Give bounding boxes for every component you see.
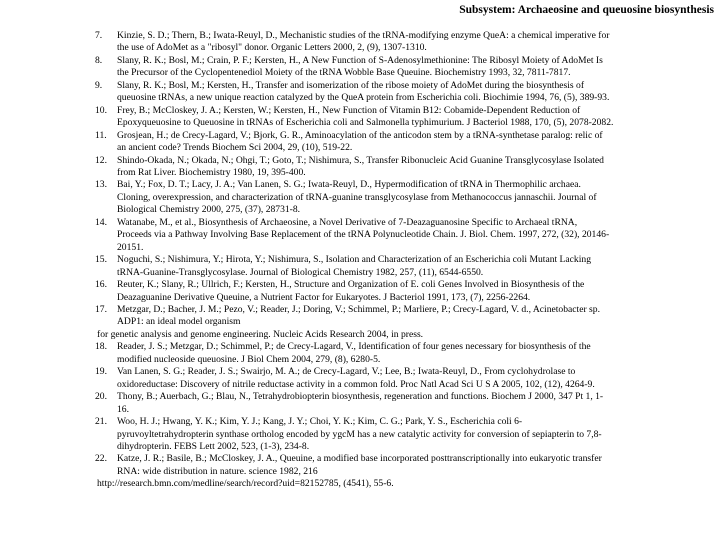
reference-text-line: Frey, B.; McCloskey, J. A.; Kersten, W.; Kersten, H., New Function of Vitamin B12: Cobamide-Dependent Reduction of [117,104,581,116]
reference-item [0,453,714,478]
reference-item [0,130,714,155]
reference-item [0,279,714,304]
reference-text-line: queuosine tRNAs, a new unique reaction catalyzed by the QueA protein from Escherichia coli. Biochimie 1994, 76, (5), 389-93. [117,92,610,104]
reference-number: 12. [95,154,107,166]
reference-continuation-text: for genetic analysis and genome engineering. Nucleic Acids Research 2004, in press. [97,328,424,340]
reference-number: 16. [95,279,107,291]
reference-text-line: tRNA-Guanine-Transglycosylase. Journal of Biological Chemistry 1982, 257, (11), 6544-6550. [117,266,484,278]
reference-text-line: pyruvoyltetrahydropterin synthase ortholog encoded by ygcM has a new catalytic activity for conversion of sepiapterin to 7,8- [117,428,602,440]
reference-number: 13. [95,179,107,191]
reference-text-line: 16. [117,403,129,415]
reference-list [0,30,714,491]
reference-number: 18. [95,341,107,353]
reference-text-line: Metzgar, D.; Bacher, J. M.; Pezo, V.; Reader, J.; Doring, V.; Schimmel, P.; Marliere, P.; Crecy-Lagard, V. d., Acinetobacter sp. [117,303,600,315]
reference-item [0,304,714,329]
reference-text-line: the Precursor of the Cyclopentenediol Moiety of the tRNA Wobble Base Queuine. Biochemistry 1993, 32, 7811-7817. [117,67,571,79]
reference-text-line: oxidoreductase: Discovery of nitrile reductase activity in a common fold. Proc Natl Acad Sci U S A 2005, 102, (12), 4264-9. [117,378,595,390]
reference-number: 17. [95,303,107,315]
reference-text-line: Reuter, K.; Slany, R.; Ullrich, F.; Kersten, H., Structure and Organization of E. coli Genes Involved in Biosynthesis of the [117,279,585,291]
reference-text-line: the use of AdoMet as a "ribosyl" donor. Organic Letters 2000, 2, (9), 1307-1310. [117,42,427,54]
reference-continuation-text: http://research.bmn.com/medline/search/record?uid=82152785, (4541), 55-6. [97,478,394,490]
reference-item [0,217,714,254]
reference-text-line: Reader, J. S.; Metzgar, D.; Schimmel, P.; de Crecy-Lagard, V., Identification of four genes necessary for biosynthesis of the [117,341,591,353]
reference-number: 21. [95,416,107,428]
reference-text-line: RNA: wide distribution in nature. science 1982, 216 [117,465,318,477]
reference-item [0,341,714,366]
reference-number: 9. [95,79,103,91]
reference-text-line: an ancient code? Trends Biochem Sci 2004, 29, (10), 519-22. [117,142,353,154]
reference-item [0,155,714,180]
reference-text-line: Slany, R. K.; Bosl, M.; Crain, P. F.; Kersten, H., A New Function of S-Adenosylmethionine: The Ribosyl Moiety of AdoMet Is [117,54,603,66]
reference-item [0,391,714,416]
reference-text-line: Slany, R. K.; Bosl, M.; Kersten, H., Transfer and isomerization of the ribose moiety of AdoMet during the biosynthesis of [117,79,585,91]
reference-item [0,179,714,216]
reference-number: 19. [95,366,107,378]
reference-item [0,416,714,453]
reference-text-line: Biological Chemistry 2000, 275, (37), 28731-8. [117,204,301,216]
reference-item [0,80,714,105]
reference-number: 20. [95,391,107,403]
reference-text-line: Katze, J. R.; Basile, B.; McCloskey, J. A., Queuine, a modified base incorporated posttranscriptionally into eukaryotic transfer [117,453,602,465]
reference-number: 22. [95,453,107,465]
reference-number: 7. [95,30,103,41]
reference-text-line: Woo, H. J.; Hwang, Y. K.; Kim, Y. J.; Kang, J. Y.; Choi, Y. K.; Kim, C. G.; Park, Y. S., Escherichia coli 6- [117,416,523,428]
reference-text-line: Cloning, overexpression, and characterization of tRNA-guanine transglycosylase from Methanococcus jannaschii. Journal of [117,191,597,203]
reference-text-line: Shindo-Okada, N.; Okada, N.; Ohgi, T.; Goto, T.; Nishimura, S., Transfer Ribonucleic Acid Guanine Transglycosylase Isolated [117,154,604,166]
reference-text-line: ADP1: an ideal model organism [117,316,241,328]
reference-number: 8. [95,54,103,66]
reference-text-line: Thony, B.; Auerbach, G.; Blau, N., Tetrahydrobiopterin biosynthesis, regeneration and functions. Biochem J 2000, 347 Pt 1, 1- [117,391,604,403]
reference-text-line: Epoxyqueuosine to Queuosine in tRNAs of Escherichia coli and Salmonella typhimurium. J Bacteriol 1988, 170, (5), 2078-2082. [117,117,614,129]
reference-item [0,254,714,279]
reference-item [0,55,714,80]
reference-text-line: Bai, Y.; Fox, D. T.; Lacy, J. A.; Van Lanen, S. G.; Iwata-Reuyl, D., Hypermodification of tRNA in Thermophilic archaea. [117,179,581,191]
reference-text-line: modified nucleoside queuosine. J Biol Chem 2004, 279, (8), 6280-5. [117,353,381,365]
reference-text-line: Proceeds via a Pathway Involving Base Replacement of the tRNA Polynucleotide Chain. J. Biol. Chem. 1997, 272, (32), 20146- [117,229,610,241]
reference-text-line: Van Lanen, S. G.; Reader, J. S.; Swairjo, M. A.; de Crecy-Lagard, V.; Lee, B.; Iwata-Reuyl, D., From cyclohydrolase to [117,366,576,378]
reference-number: 11. [95,129,107,141]
reference-text-line: from Rat Liver. Biochemistry 1980, 19, 395-400. [117,166,306,178]
reference-item [0,105,714,130]
reference-text-line: Noguchi, S.; Nishimura, Y.; Hirota, Y.; Nishimura, S., Isolation and Characterization of an Escherichia coli Mutant Lacking [117,254,591,266]
reference-text-line: Kinzie, S. D.; Thern, B.; Iwata-Reuyl, D., Mechanistic studies of the tRNA-modifying enzyme QueA: a chemical imperative for [117,30,610,41]
reference-text-line: Deazaguanine Derivative Queuine, a Nutrient Factor for Eukaryotes. J Bacteriol 1991, 173, (7), 2256-2264. [117,291,531,303]
reference-number: 10. [95,104,107,116]
reference-text-line: Watanabe, M., et al., Biosynthesis of Archaeosine, a Novel Derivative of 7-Deazaguanosine Specific to Archaeal tRNA, [117,216,578,228]
reference-number: 15. [95,254,107,266]
reference-text-line: 20151. [117,241,144,253]
reference-item [0,30,714,55]
reference-number: 14. [95,216,107,228]
reference-text-line: Grosjean, H.; de Crecy-Lagard, V.; Bjork, G. R., Aminoacylation of the anticodon stem by a tRNA-synthetase paralog: relic of [117,129,603,141]
reference-text-line: dihydropterin. FEBS Lett 2002, 523, (1-3), 234-8. [117,440,310,452]
page-header-title: Subsystem: Archaeosine and queuosine biosynthesis [459,4,714,16]
reference-item [0,366,714,391]
